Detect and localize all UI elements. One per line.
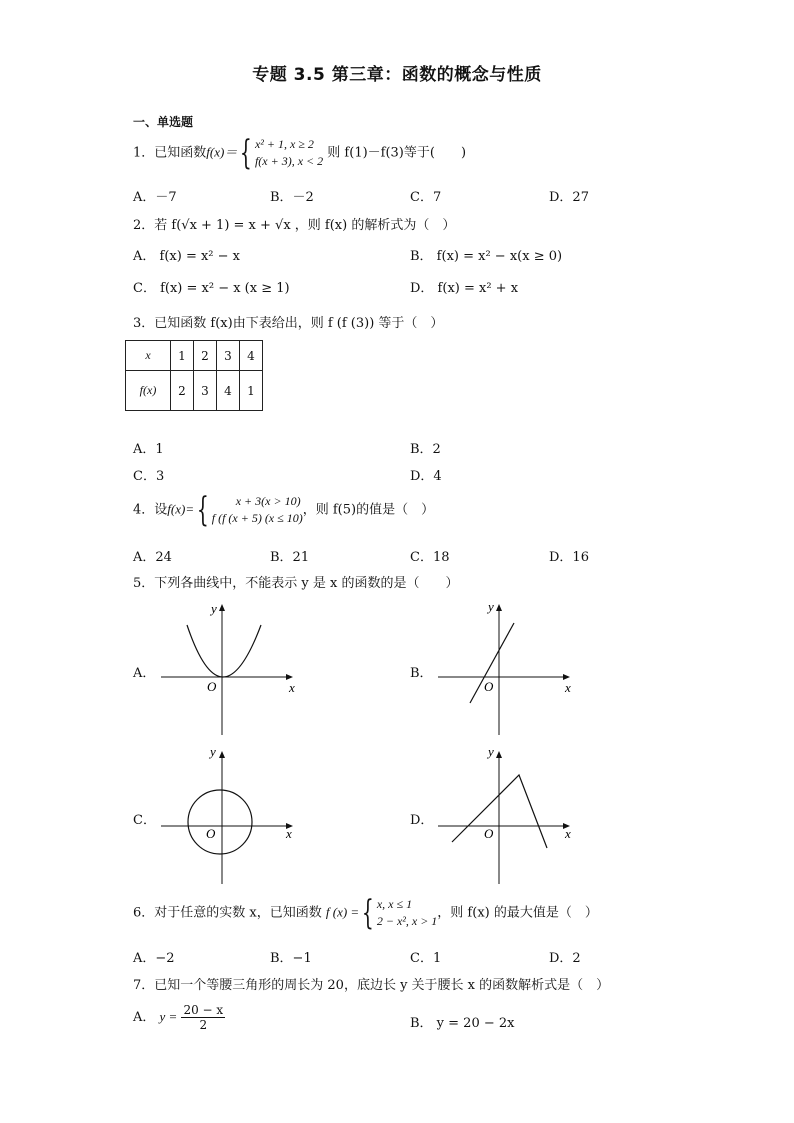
- fraction: [181, 1003, 225, 1032]
- y-axis-arrow-icon: [496, 751, 502, 758]
- q6-prefix: 6．对于任意的实数 x，已知函数: [133, 905, 322, 921]
- question-6: [133, 893, 598, 933]
- q6-option-a[interactable]: A．−2: [133, 951, 175, 966]
- table-cell: 3: [217, 341, 240, 371]
- q4-fx: f(x)=: [167, 501, 195, 517]
- origin-label: O: [206, 826, 216, 841]
- q6-piecewise: [359, 893, 438, 933]
- brace-icon: {: [240, 133, 253, 173]
- q1-prefix: 1．已知函数: [133, 145, 207, 161]
- question-5: 5．下列各曲线中，不能表示 y 是 x 的函数的是（ ）: [133, 576, 459, 591]
- q4-option-a[interactable]: A．24: [133, 550, 172, 565]
- x-axis-label: x: [289, 680, 295, 695]
- y-axis-label: y: [211, 601, 217, 616]
- y-axis-label: y: [488, 599, 494, 614]
- brace-icon: {: [196, 490, 209, 530]
- q1-case-2: f(x + 3), x < 2: [254, 154, 324, 168]
- q4-prefix: 4．设: [133, 502, 168, 518]
- y-axis-arrow-icon: [496, 604, 502, 611]
- q4-option-c[interactable]: C．18: [410, 550, 450, 565]
- question-7: 7．已知一个等腰三角形的周长为 20，底边长 y 关于腰长 x 的函数解析式是（ ）: [133, 978, 610, 993]
- q4-case-1: x + 3(x > 10): [235, 494, 301, 508]
- q3-option-a[interactable]: A．1: [133, 442, 164, 457]
- table-cell: 4: [217, 371, 240, 411]
- q3-option-d[interactable]: D．4: [410, 469, 442, 484]
- question-3: 3．已知函数 f(x)由下表给出，则 f (f (3)) 等于（ ）: [133, 316, 444, 331]
- q2-option-d[interactable]: D． f(x) = x² + x: [410, 281, 519, 296]
- table-cell: 2: [171, 371, 194, 411]
- y-axis-label: y: [488, 744, 494, 759]
- fraction-denominator: 2: [199, 1018, 208, 1032]
- q1-option-a[interactable]: A．－7: [133, 190, 177, 205]
- q6-option-c[interactable]: C．1: [410, 951, 442, 966]
- q1-fx: f(x)＝: [206, 144, 238, 160]
- brace-icon: {: [362, 893, 374, 933]
- origin-label: O: [484, 826, 494, 841]
- table-cell: 4: [240, 341, 263, 371]
- origin-label: O: [207, 679, 217, 694]
- q7-option-b[interactable]: B． y = 20 − 2x: [410, 1016, 515, 1031]
- graph-broken-line[interactable]: [432, 742, 582, 887]
- x-axis-label: x: [565, 826, 571, 841]
- circle-curve: [188, 790, 252, 854]
- q1-case-1: x² + 1, x ≥ 2: [254, 137, 314, 151]
- origin-label: O: [484, 679, 494, 694]
- q7-option-a-label: A．: [133, 1010, 156, 1025]
- y-axis-arrow-icon: [219, 751, 225, 758]
- q4-option-b[interactable]: B．21: [270, 550, 310, 565]
- question-4: [133, 490, 435, 530]
- q5-option-b[interactable]: B．: [410, 666, 433, 681]
- q4-option-d[interactable]: D．16: [549, 550, 589, 565]
- section-heading: 一、单选题: [133, 115, 194, 129]
- question-1: [133, 133, 467, 173]
- table-cell: 2: [194, 341, 217, 371]
- table-cell: 3: [194, 371, 217, 411]
- table-cell: 1: [171, 341, 194, 371]
- q5-option-a[interactable]: A．: [133, 666, 156, 681]
- graph-line[interactable]: [432, 595, 582, 740]
- x-axis-label: x: [565, 680, 571, 695]
- page-title: 专题 3.5 第三章：函数的概念与性质: [252, 65, 542, 85]
- graph-circle[interactable]: [155, 742, 305, 887]
- q7-option-a[interactable]: [133, 1003, 225, 1032]
- table-cell: 1: [240, 371, 263, 411]
- x-axis-label: x: [286, 826, 292, 841]
- parabola-curve: [187, 625, 261, 677]
- q1-option-c[interactable]: C．7: [410, 190, 442, 205]
- q6-case-2: 2 − x², x > 1: [376, 914, 438, 928]
- q5-option-c[interactable]: C．: [133, 813, 156, 828]
- graph-parabola[interactable]: [155, 595, 305, 740]
- q1-piecewise: [237, 133, 324, 173]
- q2-option-b[interactable]: B． f(x) = x² − x(x ≥ 0): [410, 249, 563, 264]
- q4-case-2: f (f (x + 5) (x ≤ 10): [211, 511, 303, 525]
- q2-option-c[interactable]: C． f(x) = x² − x (x ≥ 1): [133, 281, 290, 296]
- q4-piecewise: [194, 490, 303, 530]
- q6-option-b[interactable]: B．−1: [270, 951, 312, 966]
- q1-option-d[interactable]: D．27: [549, 190, 589, 205]
- q6-case-1: x, x ≤ 1: [376, 897, 413, 911]
- table-cell: x: [126, 341, 171, 371]
- q6-suffix: ，则 f(x) 的最大值是（ ）: [437, 905, 598, 921]
- q3-option-b[interactable]: B．2: [410, 442, 441, 457]
- table-cell: f(x): [126, 371, 171, 411]
- q1-suffix: 则 f(1)－f(3)等于( ): [327, 145, 467, 161]
- q5-option-d[interactable]: D．: [410, 813, 434, 828]
- question-2: 2．若 f(√x + 1) = x + √x ，则 f(x) 的解析式为（ ）: [133, 218, 456, 233]
- q4-suffix: ，则 f(5)的值是（ ）: [302, 502, 435, 518]
- q1-option-b[interactable]: B．－2: [270, 190, 314, 205]
- q2-option-a[interactable]: A． f(x) = x² − x: [133, 249, 240, 264]
- value-table: [125, 340, 263, 411]
- fraction-numerator: 20 − x: [183, 1003, 224, 1017]
- q7-option-a-lhs: y =: [159, 1009, 178, 1024]
- q6-fx: f (x) =: [325, 904, 360, 920]
- y-axis-label: y: [210, 744, 216, 759]
- q6-option-d[interactable]: D．2: [549, 951, 581, 966]
- y-axis-arrow-icon: [219, 604, 225, 611]
- q3-option-c[interactable]: C．3: [133, 469, 165, 484]
